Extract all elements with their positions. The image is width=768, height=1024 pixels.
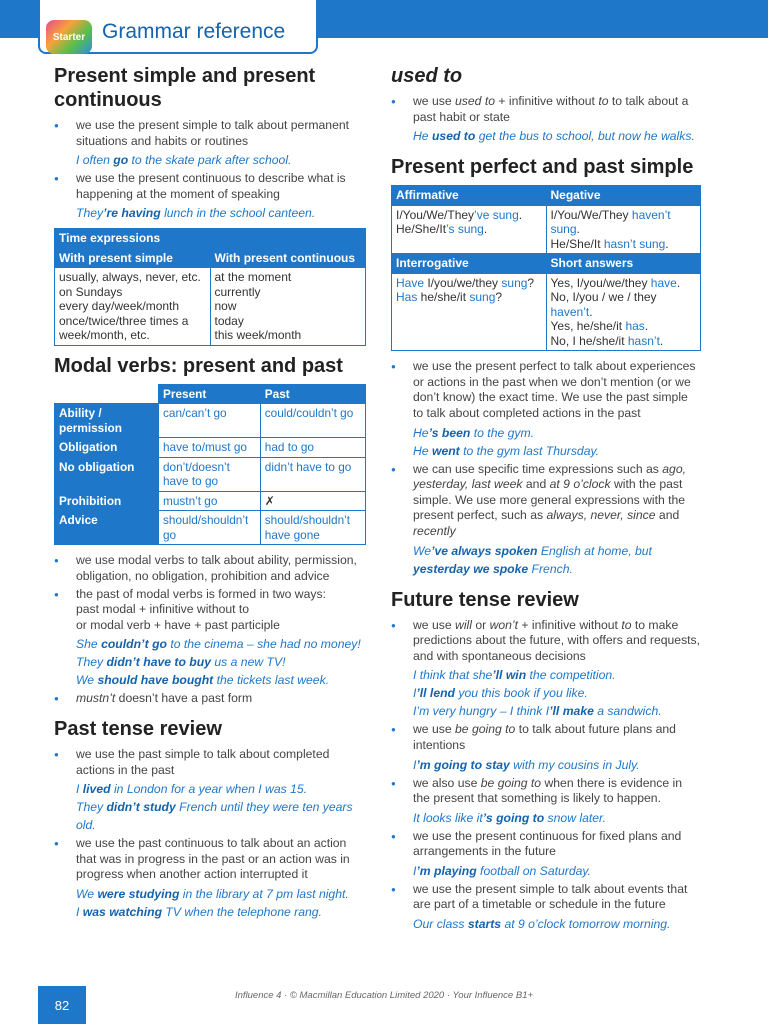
example: They didn’t have to buy us a new TV!: [76, 655, 286, 670]
table-cell: usually, always, never, etc. on Sundays every day/week/month once/twice/three times a week/month, etc.: [55, 268, 211, 346]
example: I’ll lend you this book if you like.: [413, 686, 588, 701]
table-row: Ability / permission can/can’t go could/couldn’t go: [55, 404, 366, 438]
table-row: Advice should/shouldn’t go should/shouldn’t have gone: [55, 511, 366, 545]
rule-bullet: ● we use the present simple to talk about events that are part of a timetable or schedule in the future: [391, 882, 701, 913]
page-number: 82: [38, 986, 86, 1024]
section-title-modal: Modal verbs: present and past: [54, 354, 343, 377]
rule-bullet: ● we use the past continuous to talk about an action that was in progress in the past or an action was in progress when another action interrupted it: [54, 836, 366, 883]
footer-text: Influence 4 · © Macmillan Education Limited 2020 · Your Influence B1+: [234, 990, 534, 1001]
table-header: Affirmative: [392, 186, 547, 206]
modal-verbs-table: [54, 384, 366, 546]
rule-bullet: ● we use the present continuous for fixed plans and arrangements in the future: [391, 829, 701, 860]
time-expressions-table: [54, 228, 366, 346]
example: She couldn’t go to the cinema – she had no money!: [76, 637, 361, 652]
rule-bullet: ● we use the present perfect to talk about experiences or actions in the past when we don’t mention (or we don’t know) the exact time. We use the past simple to talk about completed actions in the past: [391, 359, 701, 421]
section-title-present: Present simple and present continuous: [54, 65, 316, 111]
example: I’m very hungry – I think I’ll make a sandwich.: [413, 704, 662, 719]
example: They’re having lunch in the school canteen.: [76, 206, 316, 221]
present-perfect-table: [391, 185, 701, 351]
rule-bullet: ● we can use specific time expressions such as ago, yesterday, last week and at 9 o’clock with the past simple. We use more general expressions with the present perfect, such as always, never, since and recently: [391, 462, 701, 540]
example: We should have bought the tickets last week.: [76, 673, 330, 688]
example: They didn’t study French until they were ten years old.: [76, 800, 353, 833]
section-title-past: Past tense review: [54, 717, 222, 740]
table-header: With present simple: [55, 248, 211, 268]
table-row: No obligation don’t/doesn’t have to go didn’t have to go: [55, 457, 366, 491]
table-header: Present: [159, 384, 261, 404]
table-cell: at the moment currently now today this week/month: [210, 268, 366, 346]
table-row: Prohibition mustn’t go ✗: [55, 491, 366, 511]
table-header: Negative: [546, 186, 701, 206]
rule-bullet: ● we use the past simple to talk about completed actions in the past: [54, 747, 366, 778]
rule-bullet: ● we use used to + infinitive without to to talk about a past habit or state: [391, 94, 701, 125]
table-header: Interrogative: [392, 254, 547, 274]
rule-bullet: ● we also use be going to when there is evidence in the present that something is likely to happen.: [391, 776, 701, 807]
example: I often go to the skate park after school.: [76, 153, 292, 168]
table-row: I/You/We/They’ve sung. He/She/It’s sung. I/You/We/They haven’t sung. He/She/It hasn’t sung.: [392, 205, 701, 254]
example: We were studying in the library at 7 pm last night.: [76, 886, 349, 901]
example: He’s been to the gym.: [413, 425, 535, 440]
rule-bullet: ● we use will or won’t + infinitive without to to make predictions about the future, with offers and requests, and with spontaneous decisions: [391, 618, 701, 665]
table-header: Short answers: [546, 254, 701, 274]
table-title: Time expressions: [55, 229, 366, 249]
section-title-future: Future tense review: [391, 588, 579, 611]
rule-bullet: ● we use modal verbs to talk about ability, permission, obligation, no obligation, prohibition and advice: [54, 553, 366, 584]
section-title-present-perfect: Present perfect and past simple: [391, 156, 694, 179]
example: I lived in London for a year when I was 15.: [76, 782, 308, 797]
example: We’ve always spoken English at home, but yesterday we spoke French.: [413, 543, 652, 576]
table-row: Obligation have to/must go had to go: [55, 438, 366, 458]
left-column: [54, 64, 366, 923]
table-header: With present continuous: [210, 248, 366, 268]
rule-bullet: ● the past of modal verbs is formed in two ways: past modal + infinitive without to or modal verb + have + past participle: [54, 587, 366, 634]
page-title: Grammar reference: [102, 20, 286, 43]
section-title-used-to: used to: [391, 65, 463, 87]
example: I think that she’ll win the competition.: [413, 668, 616, 683]
example: I’m playing football on Saturday.: [413, 863, 591, 878]
example: I’m going to stay with my cousins in July.: [413, 757, 640, 772]
example: He used to get the bus to school, but now he walks.: [413, 129, 695, 144]
header-tab: [38, 0, 318, 54]
rule-bullet: ● we use the present continuous to describe what is happening at the moment of speaking: [54, 171, 366, 202]
rule-bullet: ● mustn’t doesn’t have a past form: [54, 691, 366, 707]
example: I was watching TV when the telephone rang.: [76, 904, 322, 919]
example: It looks like it’s going to snow later.: [413, 810, 607, 825]
starter-badge: Starter: [46, 20, 92, 54]
right-column: [391, 64, 701, 935]
rule-bullet: ● we use the present simple to talk about permanent situations and habits or routines: [54, 118, 366, 149]
example: Our class starts at 9 o’clock tomorrow morning.: [413, 917, 671, 932]
example: He went to the gym last Thursday.: [413, 443, 600, 458]
table-header: Past: [260, 384, 365, 404]
rule-bullet: ● we use be going to to talk about future plans and intentions: [391, 722, 701, 753]
table-row: Have I/you/we/they sung? Has he/she/it sung? Yes, I/you/we/they have. No, I/you / we / they haven’t. Yes, he/she/it has. No, I he/she/it hasn’t.: [392, 273, 701, 351]
